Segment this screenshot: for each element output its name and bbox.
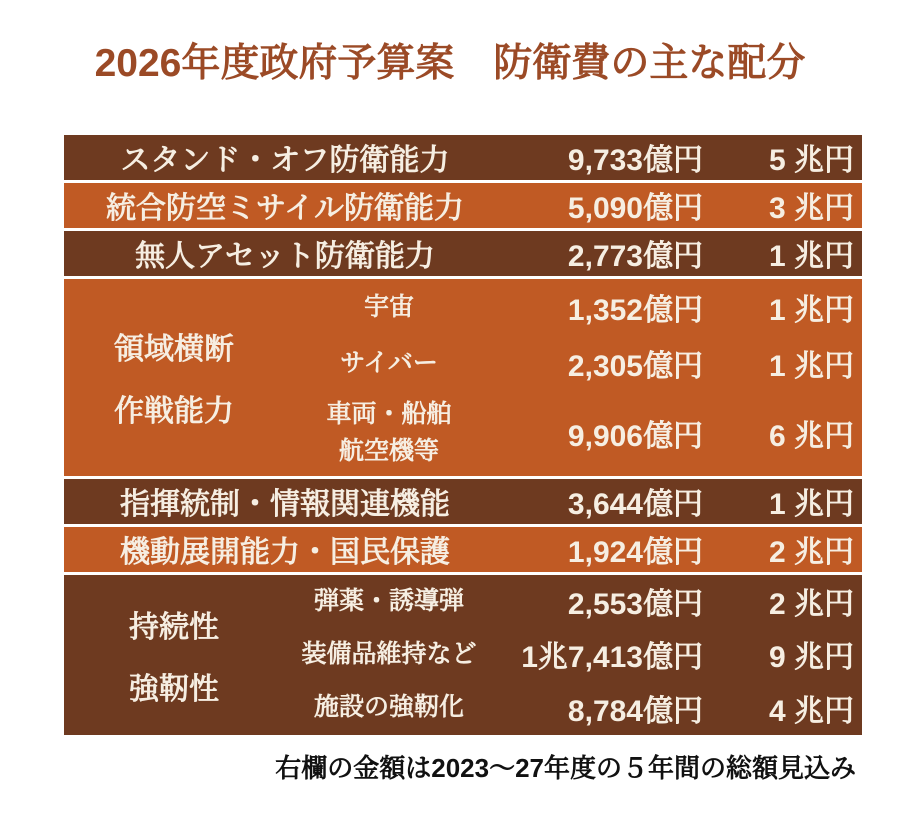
row-label: 機動展開能力・国民保護	[120, 536, 450, 570]
group-label	[64, 575, 284, 735]
group-item-vehicles-vessels-aircraft	[284, 391, 862, 476]
item-label-line: 宇宙	[363, 292, 414, 321]
item-total: 6 兆円	[768, 420, 854, 454]
footnote: 右欄の金額は2023〜27年度の５年間の総額見込み	[275, 752, 856, 783]
item-amount: 1兆7,413億円	[521, 641, 703, 675]
group-items	[284, 575, 862, 735]
item-label-line: 装備品維持など	[301, 639, 477, 668]
item-label	[284, 289, 494, 327]
table-group-cross-domain	[64, 279, 862, 476]
row-amount: 2,773億円	[567, 240, 703, 274]
item-total: 2 兆円	[768, 588, 854, 622]
row-label: スタンド・オフ防衛能力	[120, 144, 450, 178]
item-amount: 1,352億円	[567, 294, 703, 328]
group-item-facility-resilience	[284, 681, 862, 735]
row-total: 2 兆円	[768, 536, 854, 570]
budget-table	[64, 135, 862, 735]
table-row-command-control	[64, 479, 862, 524]
item-total: 1 兆円	[768, 350, 854, 384]
group-item-space	[284, 279, 862, 336]
item-label	[284, 345, 494, 383]
group-items	[284, 279, 862, 476]
item-amount: 2,553億円	[567, 588, 703, 622]
group-label-line: 領域横断	[114, 333, 234, 367]
group-label-line: 強靭性	[129, 672, 219, 706]
page-title: 2026年度政府予算案 防衛費の主な配分	[94, 42, 806, 85]
table-row-air-missile-defense	[64, 183, 862, 228]
item-label-line: 弾薬・誘導弾	[313, 586, 464, 615]
group-item-equipment-maintenance	[284, 628, 862, 681]
row-total: 1 兆円	[768, 240, 854, 274]
row-amount: 1,924億円	[567, 536, 703, 570]
item-label	[284, 689, 494, 727]
item-label	[284, 636, 494, 674]
item-label	[284, 583, 494, 621]
item-label-line: サイバー	[340, 348, 438, 377]
item-total: 9 兆円	[768, 641, 854, 675]
item-total: 1 兆円	[768, 294, 854, 328]
row-label: 指揮統制・情報関連機能	[120, 488, 450, 522]
table-row-unmanned-assets	[64, 231, 862, 276]
group-item-ammunition	[284, 575, 862, 628]
table-group-sustainability-resilience	[64, 575, 862, 735]
row-amount: 5,090億円	[567, 192, 703, 226]
item-label	[284, 396, 494, 471]
row-label: 無人アセット防衛能力	[135, 240, 435, 274]
item-amount: 2,305億円	[567, 350, 703, 384]
item-amount: 8,784億円	[567, 694, 703, 728]
row-total: 3 兆円	[768, 192, 854, 226]
item-amount: 9,906億円	[567, 420, 703, 454]
item-label-line: 航空機等	[338, 437, 439, 466]
group-label-line: 持続性	[129, 610, 219, 644]
table-row-standoff	[64, 135, 862, 180]
group-label-line: 作戦能力	[114, 395, 234, 429]
group-item-cyber	[284, 336, 862, 391]
row-label: 統合防空ミサイル防衛能力	[106, 192, 464, 226]
row-amount: 3,644億円	[567, 488, 703, 522]
item-label-line: 車両・船舶	[326, 399, 452, 428]
item-total: 4 兆円	[768, 694, 854, 728]
table-row-mobile-deployment	[64, 527, 862, 572]
row-total: 5 兆円	[768, 144, 854, 178]
item-label-line: 施設の強靭化	[313, 693, 464, 721]
row-total: 1 兆円	[768, 488, 854, 522]
group-label	[64, 279, 284, 476]
row-amount: 9,733億円	[567, 144, 703, 178]
